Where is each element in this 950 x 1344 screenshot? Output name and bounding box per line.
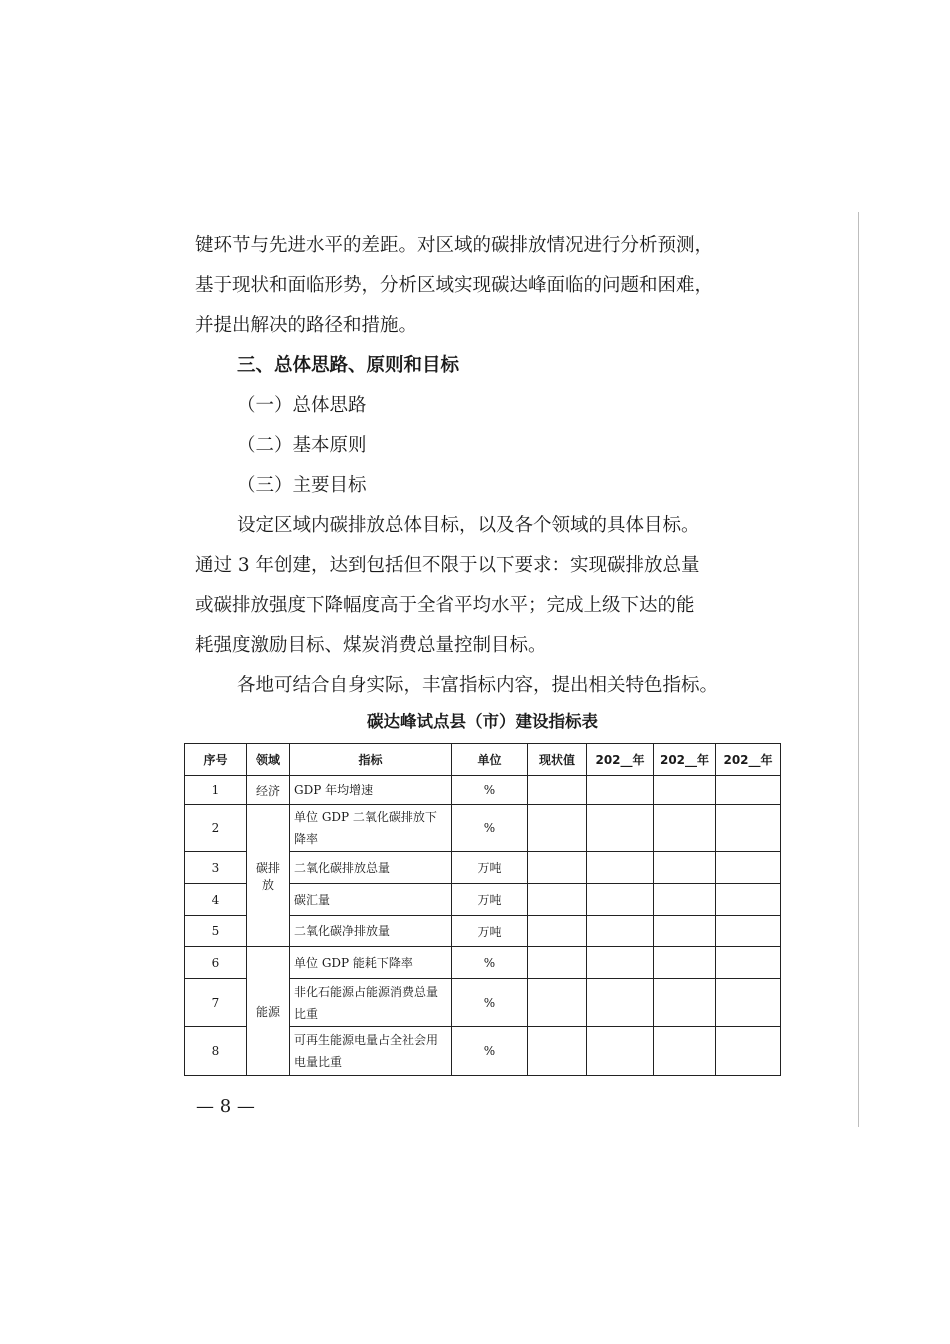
paragraph-line: 或碳排放强度下降幅度高于全省平均水平；完成上级下达的能 [195, 595, 695, 616]
empty-cell [654, 884, 716, 916]
empty-cell [528, 884, 587, 916]
indicator-cell: 单位 GDP 能耗下降率 [290, 947, 452, 979]
empty-cell [716, 916, 781, 947]
table-title: 碳达峰试点县（市）建设指标表 [367, 712, 598, 731]
subsection-heading: （二）基本原则 [237, 435, 367, 456]
paragraph-line: 并提出解决的路径和措施。 [195, 315, 418, 336]
table-row [185, 947, 781, 979]
page-number: — 8 — [196, 1096, 255, 1117]
unit-cell: % [452, 947, 528, 979]
header-cell: 单位 [452, 744, 528, 776]
domain-cell: 经济 [247, 776, 290, 805]
row-number: 7 [185, 979, 247, 1027]
row-number: 8 [185, 1027, 247, 1076]
empty-cell [587, 805, 654, 852]
empty-cell [528, 916, 587, 947]
row-number: 5 [185, 916, 247, 947]
empty-cell [528, 805, 587, 852]
empty-cell [528, 776, 587, 805]
empty-cell [587, 979, 654, 1027]
empty-cell [716, 947, 781, 979]
empty-cell [587, 884, 654, 916]
paragraph-line: 耗强度激励目标、煤炭消费总量控制目标。 [195, 635, 547, 656]
domain-cell: 碳排放 [247, 805, 290, 947]
unit-cell: 万吨 [452, 884, 528, 916]
empty-cell [528, 947, 587, 979]
header-cell: 现状值 [528, 744, 587, 776]
table-row [185, 776, 781, 805]
empty-cell [528, 979, 587, 1027]
indicator-cell: 二氧化碳排放总量 [290, 852, 452, 884]
table-row [185, 805, 781, 852]
empty-cell [587, 916, 654, 947]
unit-cell: 万吨 [452, 916, 528, 947]
empty-cell [654, 805, 716, 852]
page-edge-line [858, 212, 859, 1127]
empty-cell [587, 852, 654, 884]
domain-cell: 能源 [247, 947, 290, 1076]
row-number: 3 [185, 852, 247, 884]
paragraph-line: 各地可结合自身实际，丰富指标内容，提出相关特色指标。 [237, 675, 719, 696]
paragraph-line: 设定区域内碳排放总体目标，以及各个领域的具体目标。 [237, 515, 700, 536]
header-cell: 202__年 [654, 744, 716, 776]
indicator-cell: GDP 年均增速 [290, 776, 452, 805]
empty-cell [716, 776, 781, 805]
row-number: 1 [185, 776, 247, 805]
empty-cell [654, 776, 716, 805]
header-cell: 序号 [185, 744, 247, 776]
paragraph-line: 通过 3 年创建，达到包括但不限于以下要求：实现碳排放总量 [195, 555, 700, 576]
header-cell: 202__年 [587, 744, 654, 776]
empty-cell [654, 979, 716, 1027]
header-cell: 指标 [290, 744, 452, 776]
unit-cell: % [452, 979, 528, 1027]
unit-cell: % [452, 776, 528, 805]
indicator-table [184, 743, 781, 1076]
empty-cell [654, 916, 716, 947]
empty-cell [654, 1027, 716, 1076]
subsection-heading: （一）总体思路 [237, 395, 367, 416]
empty-cell [654, 852, 716, 884]
empty-cell [587, 776, 654, 805]
indicator-cell: 可再生能源电量占全社会用电量比重 [290, 1027, 452, 1076]
paragraph-line: 基于现状和面临形势，分析区域实现碳达峰面临的问题和困难， [195, 275, 714, 296]
unit-cell: 万吨 [452, 852, 528, 884]
empty-cell [654, 947, 716, 979]
indicator-cell: 碳汇量 [290, 884, 452, 916]
row-number: 2 [185, 805, 247, 852]
empty-cell [716, 852, 781, 884]
empty-cell [716, 805, 781, 852]
paragraph-1 [195, 226, 780, 706]
empty-cell [587, 1027, 654, 1076]
table-header-row [185, 744, 781, 776]
empty-cell [528, 1027, 587, 1076]
indicator-cell: 二氧化碳净排放量 [290, 916, 452, 947]
indicator-cell: 非化石能源占能源消费总量比重 [290, 979, 452, 1027]
row-number: 6 [185, 947, 247, 979]
unit-cell: % [452, 1027, 528, 1076]
subsection-heading: （三）主要目标 [237, 475, 367, 496]
row-number: 4 [185, 884, 247, 916]
header-cell: 领域 [247, 744, 290, 776]
indicator-cell: 单位 GDP 二氧化碳排放下降率 [290, 805, 452, 852]
empty-cell [716, 884, 781, 916]
empty-cell [528, 852, 587, 884]
section-heading: 三、总体思路、原则和目标 [237, 355, 460, 376]
empty-cell [587, 947, 654, 979]
header-cell: 202__年 [716, 744, 781, 776]
paragraph-line: 键环节与先进水平的差距。对区域的碳排放情况进行分析预测， [195, 235, 714, 256]
unit-cell: % [452, 805, 528, 852]
empty-cell [716, 979, 781, 1027]
empty-cell [716, 1027, 781, 1076]
